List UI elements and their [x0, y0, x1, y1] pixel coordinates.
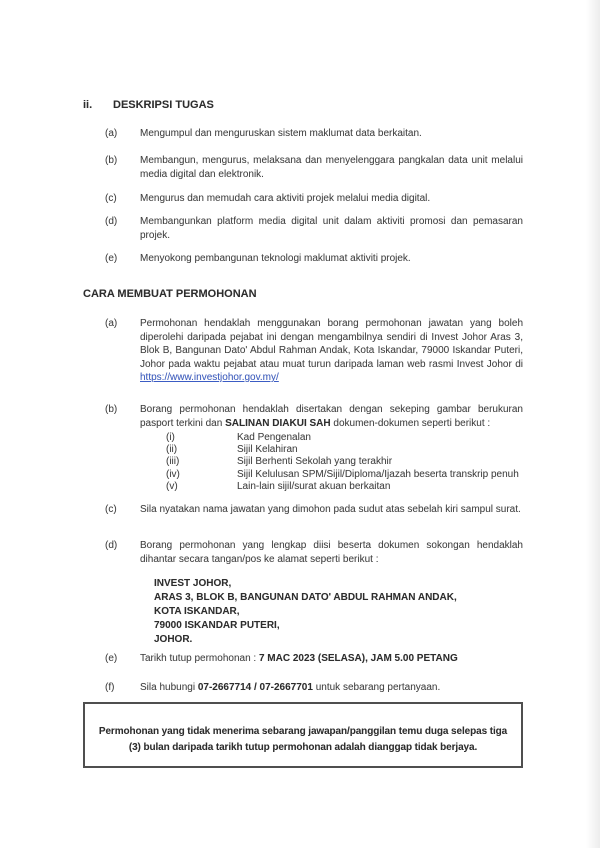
- item-text: Menyokong pembangunan teknologi maklumat aktiviti projek.: [140, 253, 411, 264]
- notice-text: Permohonan yang tidak menerima sebarang jawapan/panggilan temu duga selepas tiga (3) bulan daripada tarikh tutup permohonan adalah dianggap tidak berjaya.: [98, 726, 508, 753]
- apply-item-d: [105, 539, 523, 566]
- document-list-item: [166, 444, 523, 456]
- item-label: (f): [105, 682, 115, 693]
- doc-numeral: (iii): [166, 456, 180, 468]
- item-label: (e): [105, 253, 118, 264]
- task-item-d: [105, 215, 523, 242]
- apply-item-a-text: Permohonan hendaklah menggunakan borang permohonan jawatan yang boleh diperolehi daripada pejabat ini dengan mengambilnya sendiri di Invest Johor Aras 3, Blok B, Bangunan Dato' Abdul Rahman Andak, Kota Iskandar, 79000 Iskandar Puteri, Johor pada waktu pejabat atau muat turun daripada laman web rasmi Invest Johor di: [140, 318, 523, 370]
- section-apply-title: CARA MEMBUAT PERMOHONAN: [83, 288, 257, 300]
- doc-text: Sijil Berhenti Sekolah yang terakhir: [237, 456, 393, 468]
- item-text: Mengurus dan memudah cara aktiviti projek melalui media digital.: [140, 193, 431, 204]
- doc-text: Sijil Kelulusan SPM/Sijil/Diploma/Ijazah beserta transkrip penuh: [237, 468, 519, 480]
- doc-numeral: (ii): [166, 444, 178, 456]
- scan-edge-shadow: [586, 0, 600, 848]
- item-label: (e): [105, 653, 118, 664]
- item-label: (c): [105, 504, 117, 515]
- item-text: [140, 317, 523, 385]
- apply-item-e: [105, 652, 523, 666]
- required-documents-list: [166, 432, 523, 493]
- item-text: Sila nyatakan nama jawatan yang dimohon pada sudut atas sebelah kiri sampul surat.: [140, 504, 521, 515]
- item-label: (b): [105, 404, 118, 415]
- task-item-c: [105, 192, 523, 206]
- address-line: INVEST JOHOR,: [154, 578, 232, 589]
- notice-box: [83, 702, 523, 768]
- doc-text: Lain-lain sijil/surat akuan berkaitan: [237, 480, 391, 492]
- closing-date-value: 7 MAC 2023 (SELASA), JAM 5.00 PETANG: [258, 653, 458, 664]
- certified-copy-emphasis: SALINAN DIAKUI SAH: [225, 417, 331, 429]
- item-label: (b): [105, 155, 118, 166]
- address-line: ARAS 3, BLOK B, BANGUNAN DATO' ABDUL RAHMAN ANDAK,: [154, 592, 457, 603]
- contact-suffix: untuk sebarang pertanyaan.: [312, 682, 441, 693]
- contact-phone-numbers: 07-2667714 / 07-2667701: [197, 682, 313, 693]
- apply-item-c: [105, 503, 523, 517]
- item-text: Borang permohonan yang lengkap diisi beserta dokumen sokongan hendaklah dihantar secara tangan/pos ke alamat seperti berikut :: [140, 540, 523, 565]
- section-tasks-numeral: ii.: [83, 99, 93, 111]
- address-line: JOHOR.: [154, 634, 193, 645]
- item-text: [140, 403, 523, 493]
- task-item-b: [105, 154, 523, 181]
- section-tasks-heading: [83, 99, 443, 113]
- contact-prefix: Sila hubungi: [140, 682, 198, 693]
- invest-johor-link[interactable]: https://www.investjohor.gov.my/: [140, 372, 279, 383]
- task-item-e: [105, 252, 523, 266]
- document-list-item: [166, 469, 523, 481]
- item-text: Membangun, mengurus, melaksana dan menyelenggara pangkalan data unit melalui media digital dan elektronik.: [140, 155, 523, 180]
- apply-item-a: [105, 317, 523, 385]
- doc-text: Kad Pengenalan: [237, 432, 311, 443]
- item-label: (a): [105, 318, 118, 329]
- task-item-a: [105, 127, 523, 141]
- document-list-item: [166, 481, 523, 493]
- doc-numeral: (v): [166, 480, 178, 492]
- address-line: KOTA ISKANDAR,: [154, 606, 240, 617]
- apply-item-f: [105, 681, 523, 695]
- item-label: (d): [105, 540, 118, 551]
- item-text: Mengumpul dan menguruskan sistem maklumat data berkaitan.: [140, 128, 422, 139]
- item-text: Membangunkan platform media digital unit dalam aktiviti promosi dan pemasaran projek.: [140, 216, 523, 241]
- closing-date-prefix: Tarikh tutup permohonan :: [140, 653, 259, 664]
- item-label: (a): [105, 128, 118, 139]
- document-list-item: [166, 432, 523, 444]
- doc-numeral: (iv): [166, 468, 180, 480]
- apply-item-b-text-start: Borang permohonan hendaklah disertakan dengan sekeping gambar berukuran pasport terkini dan: [140, 404, 523, 429]
- apply-item-b: [105, 403, 523, 493]
- doc-numeral: (i): [166, 432, 175, 443]
- address-line: 79000 ISKANDAR PUTERI,: [154, 620, 280, 631]
- item-label: (d): [105, 216, 118, 227]
- apply-item-b-text-end: dokumen-dokumen seperti berikut :: [330, 417, 491, 429]
- section-tasks-title: DESKRIPSI TUGAS: [113, 99, 214, 111]
- item-label: (c): [105, 193, 117, 204]
- document-list-item: [166, 456, 523, 468]
- mailing-address-block: [154, 577, 457, 647]
- item-text: [140, 681, 523, 695]
- item-text: [140, 652, 523, 666]
- doc-text: Sijil Kelahiran: [237, 444, 298, 456]
